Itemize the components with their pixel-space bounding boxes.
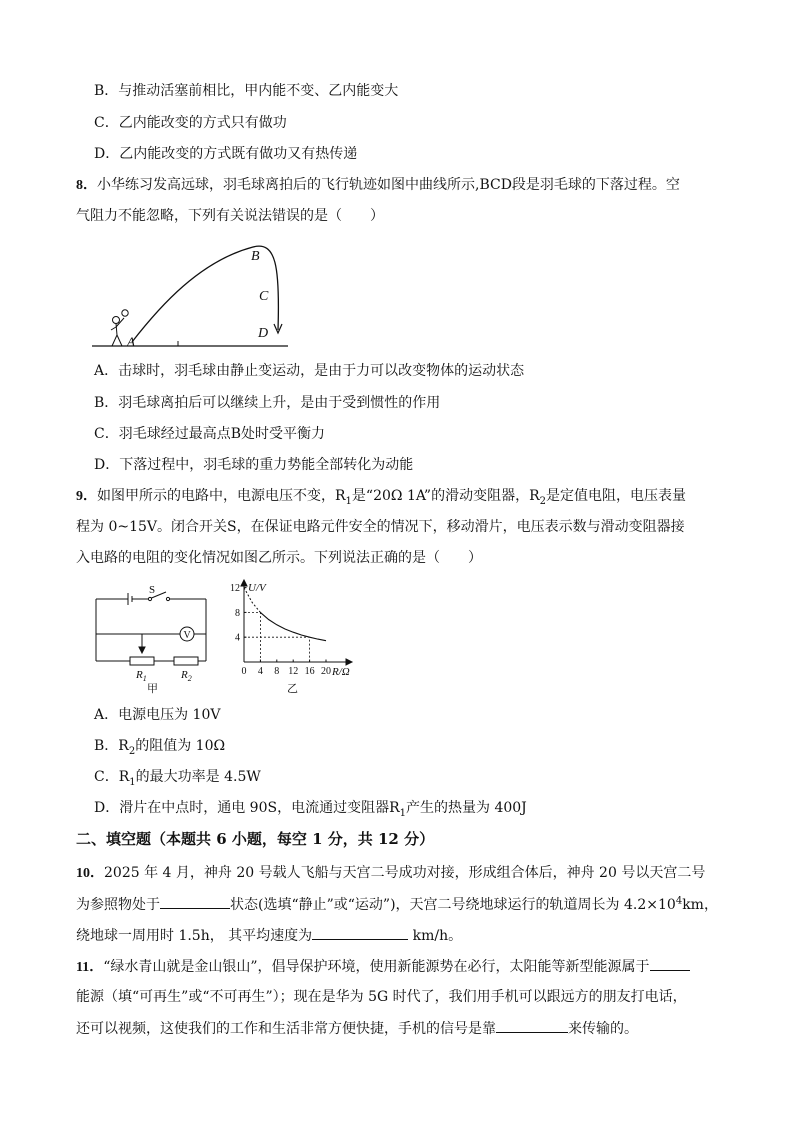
voltmeter-label: V — [183, 630, 191, 641]
q9-circuit-figure — [90, 582, 214, 694]
q8-trajectory-figure — [90, 236, 290, 352]
q9-option-a: A．电源电压为 10V — [94, 707, 221, 723]
q10-blank-2[interactable] — [312, 925, 408, 940]
r1-resistor — [130, 657, 154, 665]
point-b-label: B — [251, 249, 260, 264]
q10-line3: 绕地球一周用时 1.5h， 其平均速度为 km/h。 — [76, 925, 462, 946]
q11-number: 11． — [76, 960, 104, 975]
x-tick-label: 8 — [274, 666, 280, 677]
circuit-caption: 甲 — [147, 683, 158, 694]
point-d-label: D — [258, 326, 269, 341]
y-tick-label: 4 — [235, 632, 240, 644]
dashed-guide-line — [244, 637, 310, 662]
q11-blank-2[interactable] — [496, 1018, 568, 1033]
y-axis-arrow — [241, 580, 247, 586]
q10-blank-1[interactable] — [160, 894, 230, 909]
q7-option-b: B．与推动活塞前相比，甲内能不变、乙内能变大 — [94, 83, 399, 99]
section-title-fill-in: 二、填空题（本题共 6 小题，每空 1 分，共 12 分） — [76, 830, 435, 848]
x-tick-label: 4 — [257, 666, 263, 677]
q10-line1: 10．2025 年 4 月，神舟 20 号载人飞船与天宫二号成功对接，形成组合体后，神舟 20 号以天宫二号 — [76, 865, 706, 881]
q8-option-c: C．羽毛球经过最高点B处时受平衡力 — [94, 426, 325, 442]
q9-number: 9． — [76, 489, 97, 504]
q9-stem-line2: 程为 0~15V。闭合开关S，在保证电路元件安全的情况下，移动滑片，电压表示数与滑动变阻器接 — [76, 519, 685, 535]
x-tick-label: 12 — [288, 666, 299, 677]
q9-voltage-resistance-graph — [226, 578, 362, 698]
curve-solid-segment — [260, 612, 326, 640]
q9-option-d: D．滑片在中点时，通电 90S，电流通过变阻器$R_1$产生的热量为 400J — [94, 800, 527, 819]
r2-label: $R_2$ — [181, 669, 192, 683]
q7-option-c: C．乙内能改变的方式只有做功 — [94, 115, 287, 131]
q9-stem-line3: 入电路的电阻的变化情况如图乙所示。下列说法正确的是（ ） — [76, 550, 482, 566]
q9-option-b: B．$R_2$的阻值为 10Ω — [94, 738, 226, 757]
y-axis-label: U/V — [248, 582, 266, 594]
x-tick-label: 16 — [304, 666, 315, 677]
player-figure — [111, 310, 128, 346]
q8-number: 8． — [76, 178, 97, 193]
q10-number: 10． — [76, 866, 104, 881]
q11-line1: 11．“绿水青山就是金山银山”，倡导保护环境，使用新能源势在必行，太阳能等新型能源属于 — [76, 956, 690, 978]
r1-label: $R_1$ — [136, 669, 147, 683]
q11-blank-1[interactable] — [650, 956, 690, 971]
x-tick-label: 20 — [321, 666, 331, 677]
q8-stem-line2: 气阻力不能忽略，下列有关说法错误的是（ ） — [76, 208, 384, 224]
point-c-label: C — [259, 289, 269, 304]
q10-line2: 为参照物处于 状态(选填“静止”或“运动”)，天宫二号绕地球运行的轨道周长为 $4.2\times 10^4km$， — [76, 895, 718, 913]
q8-stem-line1: 8．小华练习发高远球，羽毛球离拍后的飞行轨迹如图中曲线所示,BCD段是羽毛球的下落过程。空 — [76, 177, 680, 193]
point-a-label: A — [127, 334, 135, 349]
x-axis-label: R/Ω — [332, 666, 350, 678]
q8-option-a: A．击球时，羽毛球由静止变运动，是由于力可以改变物体的运动状态 — [94, 363, 525, 379]
q7-option-d: D．乙内能改变的方式既有做功又有热传递 — [94, 146, 358, 162]
y-tick-label: 12 — [230, 583, 240, 595]
r2-resistor — [174, 657, 198, 665]
graph-caption: 乙 — [287, 683, 298, 695]
x-tick-label: 0 — [241, 666, 247, 677]
switch-label: S — [149, 584, 156, 596]
y-tick-label: 8 — [235, 607, 240, 619]
q8-option-b: B．羽毛球离拍后可以继续上升，是由于受到惯性的作用 — [94, 395, 441, 411]
q11-line3: 还可以视频，这使我们的工作和生活非常方便快捷，手机的信号是靠 来传输的。 — [76, 1018, 638, 1039]
q8-option-d: D．下落过程中，羽毛球的重力势能全部转化为动能 — [94, 457, 414, 473]
q9-option-c: C．$R_1$的最大功率是 4.5W — [94, 769, 261, 788]
x-axis-arrow — [346, 659, 352, 665]
q9-stem-line1: 9．如图甲所示的电路中，电源电压不变，$R_1$是“20Ω 1A”的滑动变阻器，$R_2$是定值电阻，电压表量 — [76, 488, 686, 507]
q11-line2: 能源（填“可再生”或“不可再生”）；现在是华为 5G 时代了，我们用手机可以跟远方的朋友打电话， — [76, 989, 687, 1005]
